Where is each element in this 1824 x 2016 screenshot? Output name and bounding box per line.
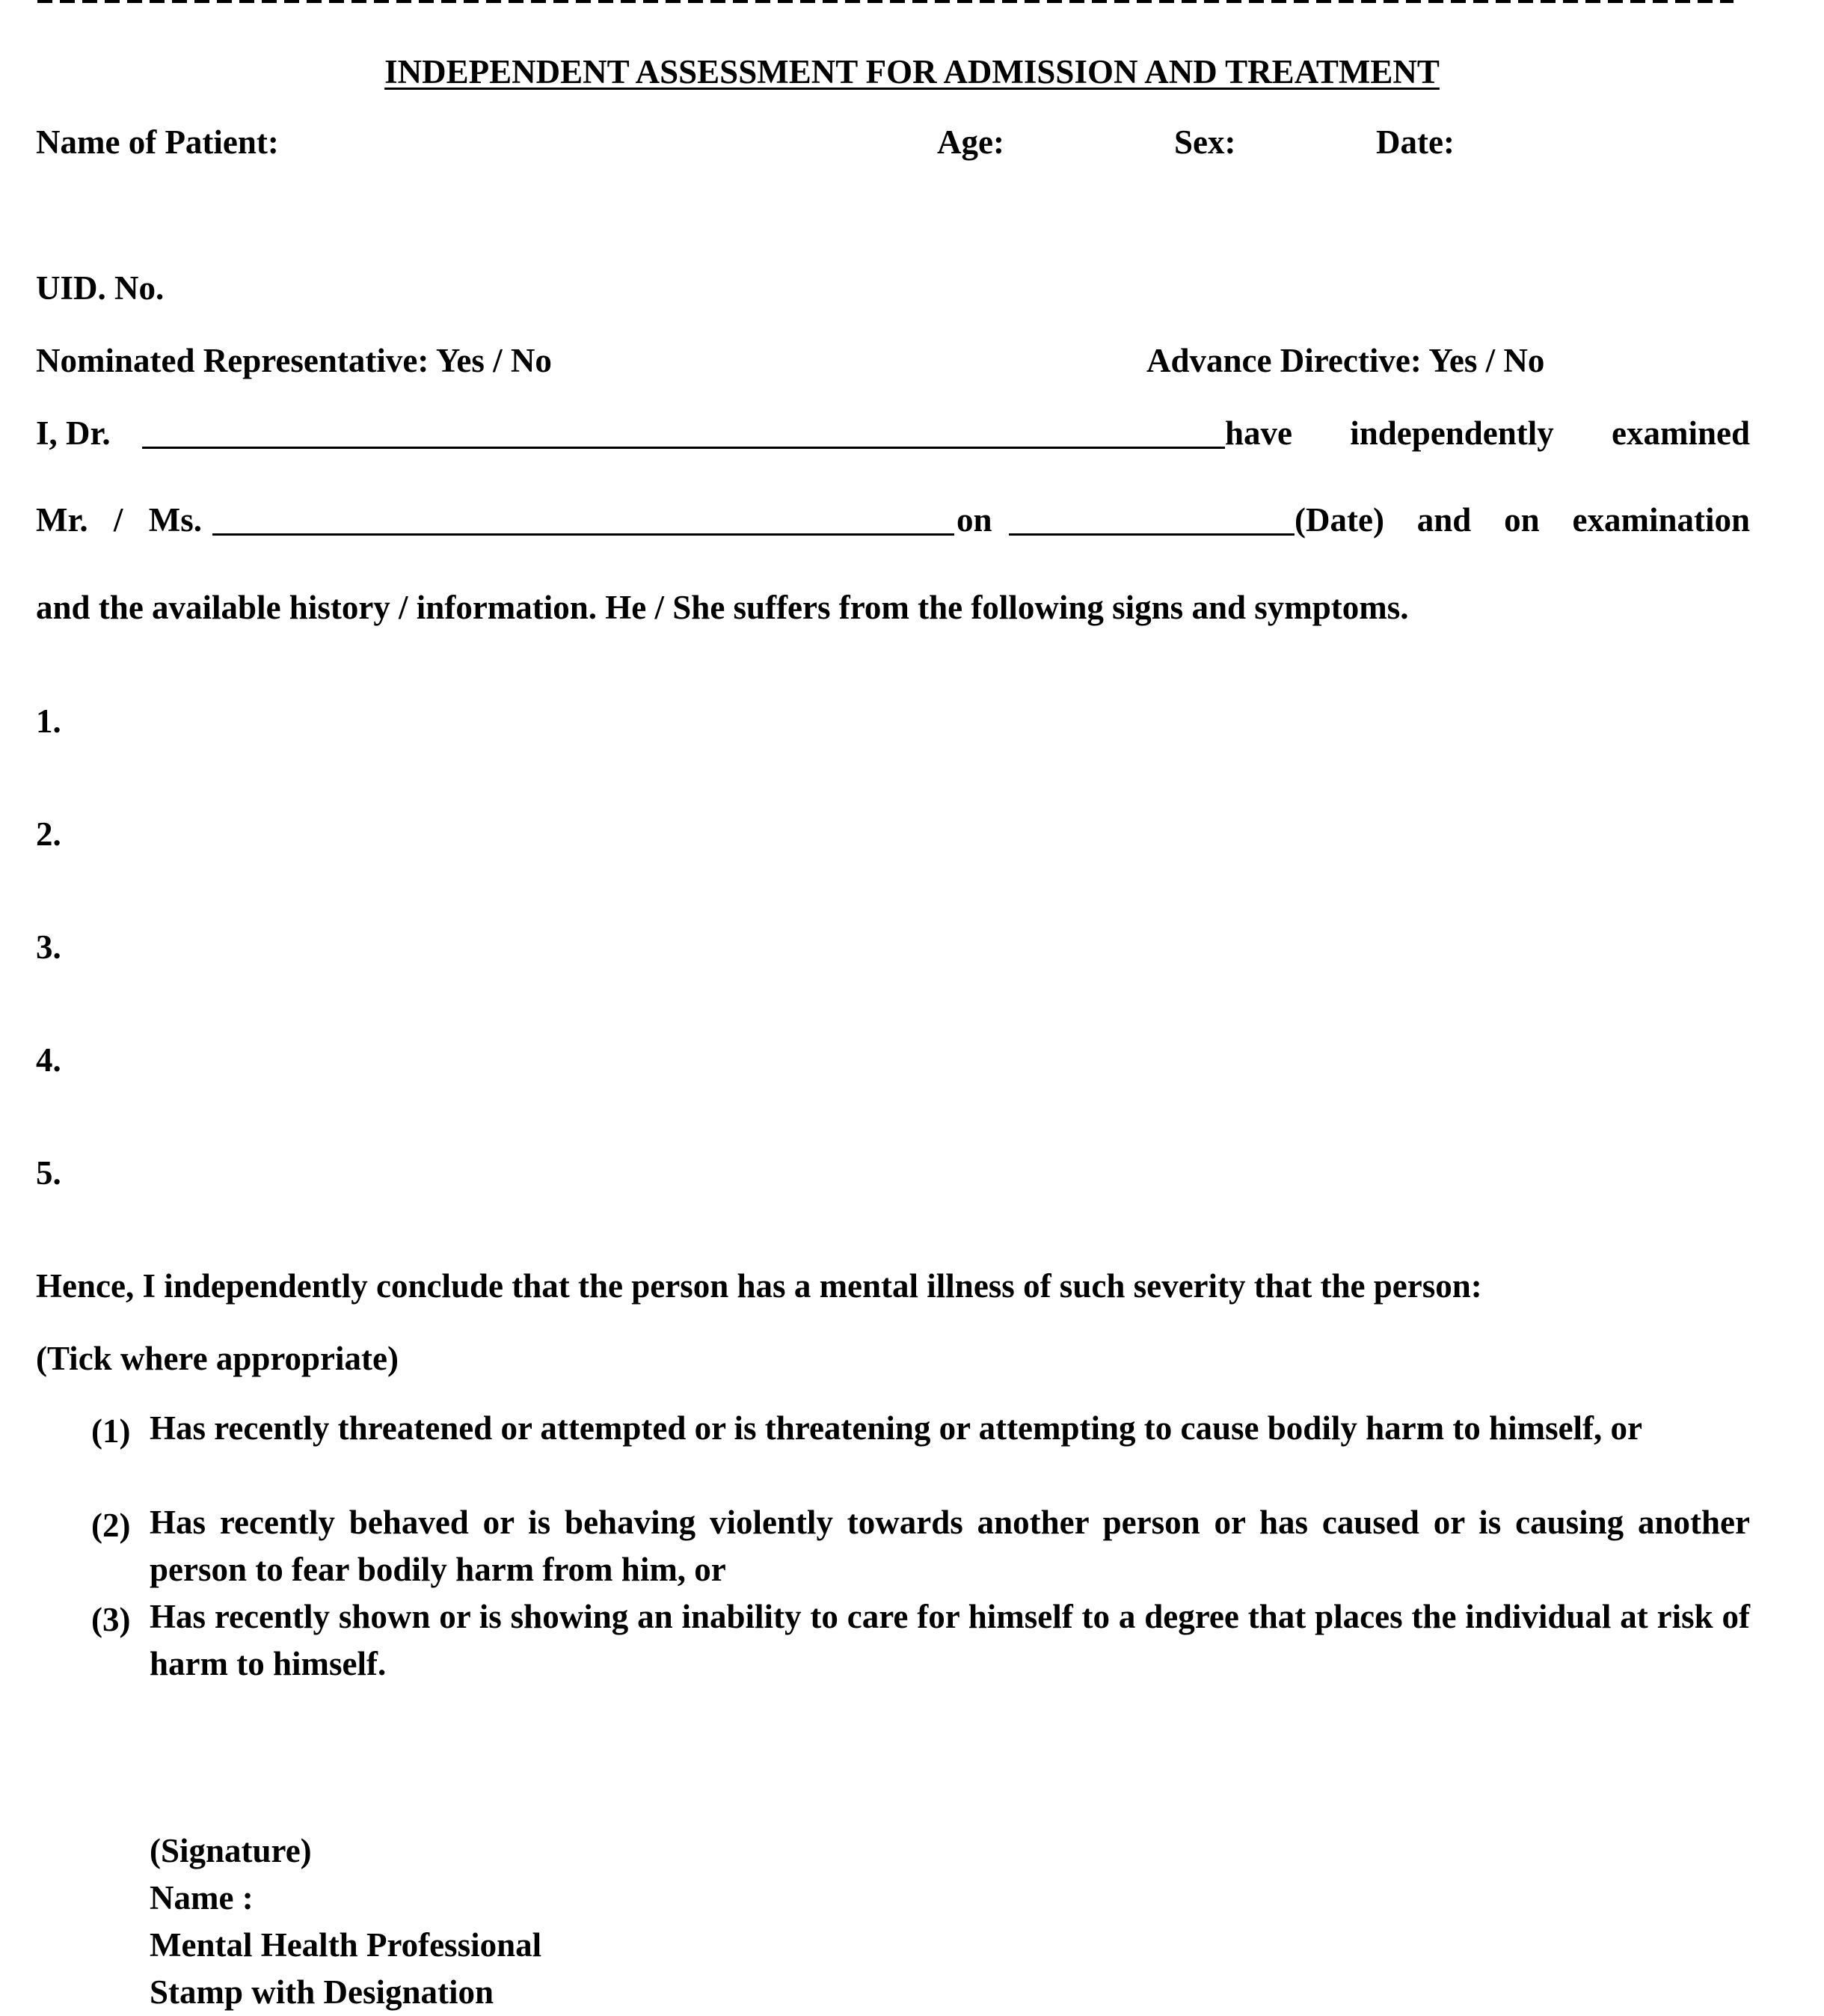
dr-prefix: I, Dr. xyxy=(36,414,111,452)
nominated-representative-label: Nominated Representative: Yes / No xyxy=(36,342,552,379)
date-suffix: (Date) and on examination xyxy=(1295,501,1750,539)
condition-3-text[interactable]: Has recently shown or is showing an inability to care for himself to a degree that places the individual at risk of harm to himself. xyxy=(150,1598,1750,1682)
top-dashed-divider xyxy=(37,0,1734,3)
signature-role: Mental Health Professional xyxy=(150,1926,542,1964)
signature-stamp: Stamp with Designation xyxy=(150,1973,494,2011)
date-label: Date: xyxy=(1376,123,1455,161)
condition-1-number: (1) xyxy=(91,1412,131,1450)
statement-line-3: and the available history / information. He / She suffers from the following signs and symptoms. xyxy=(36,589,1409,626)
uid-label: UID. No. xyxy=(36,269,165,307)
sex-label: Sex: xyxy=(1174,123,1236,161)
symptom-item-4: 4. xyxy=(36,1041,61,1079)
signature-label: (Signature) xyxy=(150,1832,312,1869)
age-label: Age: xyxy=(937,123,1004,161)
tick-note: (Tick where appropriate) xyxy=(36,1340,399,1377)
symptom-item-5: 5. xyxy=(36,1154,61,1192)
mr-ms-label: Mr. / Ms. xyxy=(36,501,202,539)
conclusion-text: Hence, I independently conclude that the person has a mental illness of such severity that the person: xyxy=(36,1267,1482,1305)
doctor-name-blank[interactable] xyxy=(142,447,1225,449)
dr-suffix: have independently examined xyxy=(1225,414,1750,452)
patient-name-blank[interactable] xyxy=(212,533,954,536)
condition-2-text[interactable]: Has recently behaved or is behaving violently towards another person or has caused or is causing another person to fear bodily harm from him, or xyxy=(150,1504,1750,1588)
patient-name-label: Name of Patient: xyxy=(36,123,279,161)
symptom-item-2: 2. xyxy=(36,815,61,853)
condition-3-number: (3) xyxy=(91,1601,131,1638)
symptom-item-1: 1. xyxy=(36,702,61,740)
condition-2-number: (2) xyxy=(91,1507,131,1544)
exam-date-blank[interactable] xyxy=(1009,533,1295,536)
on-label: on xyxy=(956,501,992,539)
signature-name-label: Name : xyxy=(150,1879,254,1917)
form-title: INDEPENDENT ASSESSMENT FOR ADMISSION AND TREATMENT xyxy=(384,53,1440,91)
advance-directive-label: Advance Directive: Yes / No xyxy=(1146,342,1545,379)
condition-1-text[interactable]: Has recently threatened or attempted or is threatening or attempting to cause bodily harm to himself, or xyxy=(150,1409,1643,1447)
symptom-item-3: 3. xyxy=(36,928,61,966)
